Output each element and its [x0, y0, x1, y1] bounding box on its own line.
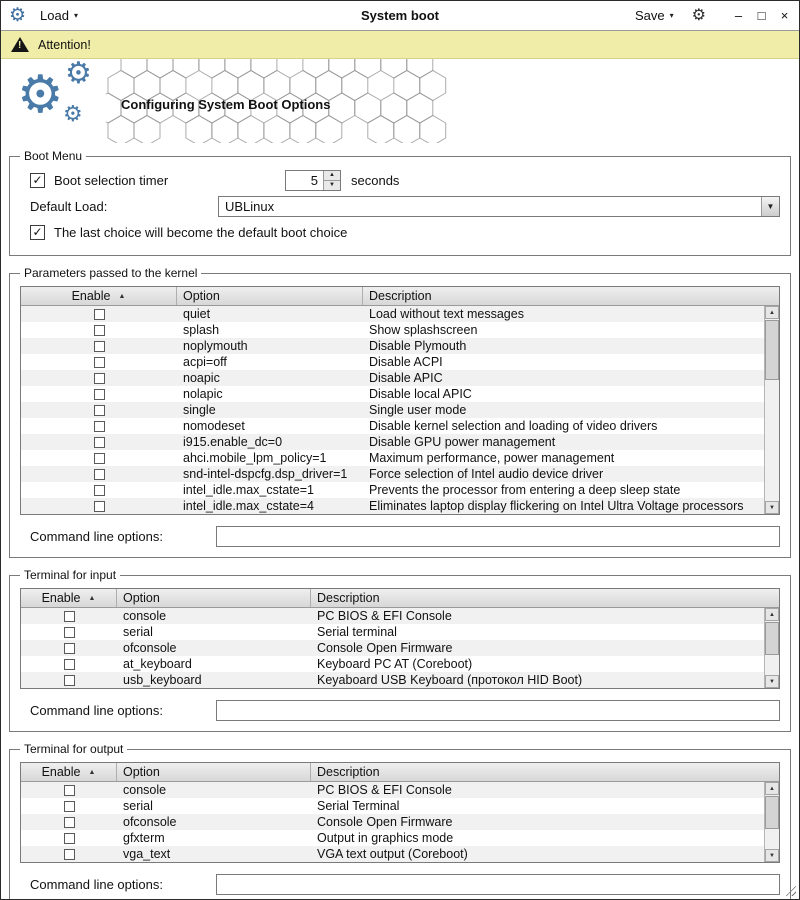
terminal-output-legend: Terminal for output: [24, 742, 124, 756]
description-cell: Disable kernel selection and loading of video drivers: [369, 419, 658, 433]
scrollbar-thumb[interactable]: [765, 320, 779, 380]
option-cell: intel_idle.max_cstate=1: [183, 483, 314, 497]
scrollbar-track[interactable]: [765, 795, 779, 849]
combobox-value: UBLinux: [225, 198, 275, 214]
minimize-button[interactable]: –: [734, 8, 743, 23]
table-row[interactable]: [21, 370, 764, 386]
enable-checkbox[interactable]: [64, 659, 75, 670]
table-row[interactable]: [21, 656, 764, 672]
terminal-output-section: [9, 742, 791, 900]
scroll-up-icon[interactable]: ▲: [765, 306, 779, 319]
enable-checkbox[interactable]: [64, 643, 75, 654]
enable-checkbox[interactable]: [94, 389, 105, 400]
table-row[interactable]: [21, 830, 764, 846]
boot-menu-section: [9, 149, 791, 256]
check-icon: ✓: [32, 225, 43, 239]
table-row[interactable]: [21, 608, 764, 624]
description-cell: Disable local APIC: [369, 387, 472, 401]
table-row[interactable]: [21, 466, 764, 482]
table-row[interactable]: [21, 782, 764, 798]
description-cell: Force selection of Intel audio device driver: [369, 467, 604, 481]
enable-checkbox[interactable]: [64, 785, 75, 796]
cmdline-label: Command line options:: [30, 703, 163, 718]
description-cell: Single user mode: [369, 403, 467, 417]
option-cell: quiet: [183, 307, 211, 321]
description-cell: Keyaboard USB Keyboard (протокол HID Boot): [317, 673, 583, 687]
table-row[interactable]: [21, 338, 764, 354]
vertical-scrollbar[interactable]: [764, 306, 779, 514]
sort-asc-icon: ▲: [118, 292, 126, 300]
timer-value[interactable]: 5: [310, 172, 318, 188]
titlebar-right: [611, 8, 791, 24]
boot-timer-row: [30, 167, 782, 193]
default-load-row: [30, 193, 782, 219]
table-row[interactable]: [21, 498, 764, 514]
vertical-scrollbar[interactable]: [764, 782, 779, 862]
gears-logo: [17, 61, 117, 141]
timer-spinbox[interactable]: [285, 170, 341, 191]
enable-checkbox[interactable]: [94, 437, 105, 448]
option-cell: noplymouth: [183, 339, 248, 353]
description-cell: Serial Terminal: [317, 799, 400, 813]
enable-checkbox[interactable]: [64, 611, 75, 622]
enable-checkbox[interactable]: [64, 675, 75, 686]
description-cell: PC BIOS & EFI Console: [317, 783, 452, 797]
option-cell: i915.enable_dc=0: [183, 435, 283, 449]
description-cell: Maximum performance, power management: [369, 451, 615, 465]
column-header-description[interactable]: Description: [317, 765, 380, 779]
enable-checkbox[interactable]: [94, 357, 105, 368]
settings-gear-icon[interactable]: ⚙: [691, 6, 706, 24]
caret-down-icon: ▾: [669, 11, 674, 20]
column-header-enable[interactable]: [21, 589, 117, 607]
column-label: Enable: [41, 591, 81, 605]
option-cell: console: [123, 783, 167, 797]
load-menu-button[interactable]: [40, 8, 78, 23]
option-cell: ofconsole: [123, 641, 177, 655]
description-cell: Console Open Firmware: [317, 815, 453, 829]
enable-checkbox[interactable]: [94, 501, 105, 512]
enable-checkbox[interactable]: [94, 405, 105, 416]
option-cell: ahci.mobile_lpm_policy=1: [183, 451, 327, 465]
option-cell: splash: [183, 323, 220, 337]
option-cell: single: [183, 403, 216, 417]
warning-icon: [11, 37, 29, 52]
scrollbar-track[interactable]: [765, 621, 779, 675]
option-cell: acpi=off: [183, 355, 227, 369]
scroll-up-icon[interactable]: ▲: [765, 782, 779, 795]
option-cell: console: [123, 609, 167, 623]
enable-checkbox[interactable]: [64, 849, 75, 860]
cmdline-label: Command line options:: [30, 529, 163, 544]
description-cell: Keyboard PC AT (Coreboot): [317, 657, 473, 671]
titlebar-left: [9, 6, 189, 25]
description-cell: Disable GPU power management: [369, 435, 556, 449]
terminal-output-cmdline-input[interactable]: [216, 874, 780, 895]
option-cell: at_keyboard: [123, 657, 192, 671]
banner-text: Attention!: [38, 37, 91, 52]
sort-asc-icon: ▲: [88, 768, 96, 776]
scrollbar-thumb[interactable]: [765, 622, 779, 655]
save-menu-button[interactable]: [635, 8, 674, 23]
terminal-input-table: [20, 588, 780, 689]
description-cell: Prevents the processor from entering a deep sleep state: [369, 483, 681, 497]
spinner-buttons: [323, 171, 340, 190]
boot-timer-label: Boot selection timer: [54, 172, 169, 188]
table-row[interactable]: [21, 450, 764, 466]
enable-checkbox[interactable]: [94, 421, 105, 432]
enable-checkbox[interactable]: [94, 373, 105, 384]
column-header-description[interactable]: Description: [369, 289, 432, 303]
last-choice-checkbox[interactable]: [30, 225, 45, 240]
table-header: [21, 287, 779, 306]
titlebar: [1, 1, 799, 31]
option-cell: usb_keyboard: [123, 673, 202, 687]
option-cell: snd-intel-dspcfg.dsp_driver=1: [183, 467, 348, 481]
scrollbar-track[interactable]: [765, 319, 779, 501]
column-label: Enable: [71, 289, 111, 303]
option-cell: nolapic: [183, 387, 223, 401]
vertical-scrollbar[interactable]: [764, 608, 779, 688]
table-row[interactable]: [21, 624, 764, 640]
kernel-params-legend: Parameters passed to the kernel: [24, 266, 198, 280]
scroll-up-icon[interactable]: ▲: [765, 608, 779, 621]
terminal-output-table: [20, 762, 780, 863]
column-header-option[interactable]: Option: [117, 589, 311, 607]
gear-icon: ⚙: [63, 101, 83, 126]
page-title: Configuring System Boot Options: [121, 97, 331, 112]
option-cell: ofconsole: [123, 815, 177, 829]
table-row[interactable]: [21, 418, 764, 434]
default-load-combobox[interactable]: [218, 196, 780, 217]
scroll-down-icon[interactable]: ▼: [765, 501, 779, 514]
spinner-up-icon[interactable]: ▲: [324, 171, 340, 181]
table-row[interactable]: [21, 846, 764, 862]
column-header-enable[interactable]: [21, 763, 117, 781]
table-row[interactable]: [21, 386, 764, 402]
scrollbar-thumb[interactable]: [765, 796, 779, 829]
terminal-output-cmdline-row: [30, 874, 780, 895]
spinner-down-icon[interactable]: ▼: [324, 181, 340, 190]
enable-checkbox[interactable]: [64, 801, 75, 812]
table-row[interactable]: [21, 354, 764, 370]
terminal-input-legend: Terminal for input: [24, 568, 117, 582]
app-gear-icon: ⚙: [9, 5, 27, 26]
description-cell: VGA text output (Coreboot): [317, 847, 468, 861]
table-row[interactable]: [21, 322, 764, 338]
description-cell: PC BIOS & EFI Console: [317, 609, 452, 623]
table-row[interactable]: [21, 306, 764, 322]
option-cell: noapic: [183, 371, 220, 385]
option-cell: nomodeset: [183, 419, 245, 433]
kernel-params-section: [9, 266, 791, 558]
boot-menu-legend: Boot Menu: [24, 149, 83, 163]
last-choice-label: The last choice will become the default boot choice: [54, 224, 348, 240]
column-header-description[interactable]: Description: [317, 591, 380, 605]
enable-checkbox[interactable]: [94, 485, 105, 496]
option-cell: vga_text: [123, 847, 171, 861]
cmdline-label: Command line options:: [30, 877, 163, 892]
description-cell: Disable Plymouth: [369, 339, 467, 353]
table-row[interactable]: [21, 482, 764, 498]
table-row[interactable]: [21, 434, 764, 450]
enable-checkbox[interactable]: [64, 627, 75, 638]
enable-checkbox[interactable]: [64, 817, 75, 828]
terminal-input-section: [9, 568, 791, 732]
header-section: [1, 59, 799, 143]
enable-checkbox[interactable]: [94, 325, 105, 336]
check-icon: ✓: [32, 173, 43, 187]
combobox-dropdown-icon[interactable]: ▼: [761, 197, 779, 216]
description-cell: Console Open Firmware: [317, 641, 453, 655]
option-cell: serial: [123, 799, 153, 813]
description-cell: Show splashscreen: [369, 323, 478, 337]
table-row[interactable]: [21, 798, 764, 814]
column-header-enable[interactable]: [21, 287, 177, 305]
boot-timer-checkbox[interactable]: [30, 173, 45, 188]
description-cell: Load without text messages: [369, 307, 524, 321]
option-cell: intel_idle.max_cstate=4: [183, 499, 314, 513]
kernel-cmdline-row: [30, 526, 780, 547]
gear-icon: ⚙: [17, 66, 64, 124]
description-cell: Disable ACPI: [369, 355, 443, 369]
column-header-option[interactable]: Option: [177, 287, 363, 305]
table-header: [21, 589, 779, 608]
default-load-label: Default Load:: [30, 198, 108, 214]
gear-icon: ⚙: [65, 59, 92, 90]
scroll-down-icon[interactable]: ▼: [765, 675, 779, 688]
attention-banner: [1, 31, 799, 59]
enable-checkbox[interactable]: [94, 341, 105, 352]
table-row[interactable]: [21, 402, 764, 418]
enable-checkbox[interactable]: [64, 833, 75, 844]
maximize-button[interactable]: □: [757, 8, 766, 23]
description-cell: Eliminates laptop display flickering on Intel Ultra Voltage processors: [369, 499, 744, 513]
terminal-input-cmdline-row: [30, 700, 780, 721]
timer-unit-label: seconds: [351, 172, 400, 188]
enable-checkbox[interactable]: [94, 453, 105, 464]
table-row[interactable]: [21, 672, 764, 688]
save-menu-label: Save: [635, 8, 665, 23]
description-cell: Disable APIC: [369, 371, 443, 385]
description-cell: Serial terminal: [317, 625, 397, 639]
table-row[interactable]: [21, 814, 764, 830]
column-label: Enable: [41, 765, 81, 779]
enable-checkbox[interactable]: [94, 309, 105, 320]
last-choice-row: [30, 219, 782, 245]
column-header-option[interactable]: Option: [117, 763, 311, 781]
table-row[interactable]: [21, 640, 764, 656]
table-header: [21, 763, 779, 782]
terminal-input-cmdline-input[interactable]: [216, 700, 780, 721]
option-cell: serial: [123, 625, 153, 639]
sort-asc-icon: ▲: [88, 594, 96, 602]
window-title: System boot: [360, 8, 439, 23]
scroll-down-icon[interactable]: ▼: [765, 849, 779, 862]
caret-down-icon: ▾: [73, 11, 78, 20]
option-cell: gfxterm: [123, 831, 165, 845]
enable-checkbox[interactable]: [94, 469, 105, 480]
description-cell: Output in graphics mode: [317, 831, 454, 845]
kernel-cmdline-input[interactable]: [216, 526, 780, 547]
load-menu-label: Load: [40, 8, 69, 23]
close-button[interactable]: ×: [780, 8, 789, 23]
kernel-params-table: [20, 286, 780, 515]
